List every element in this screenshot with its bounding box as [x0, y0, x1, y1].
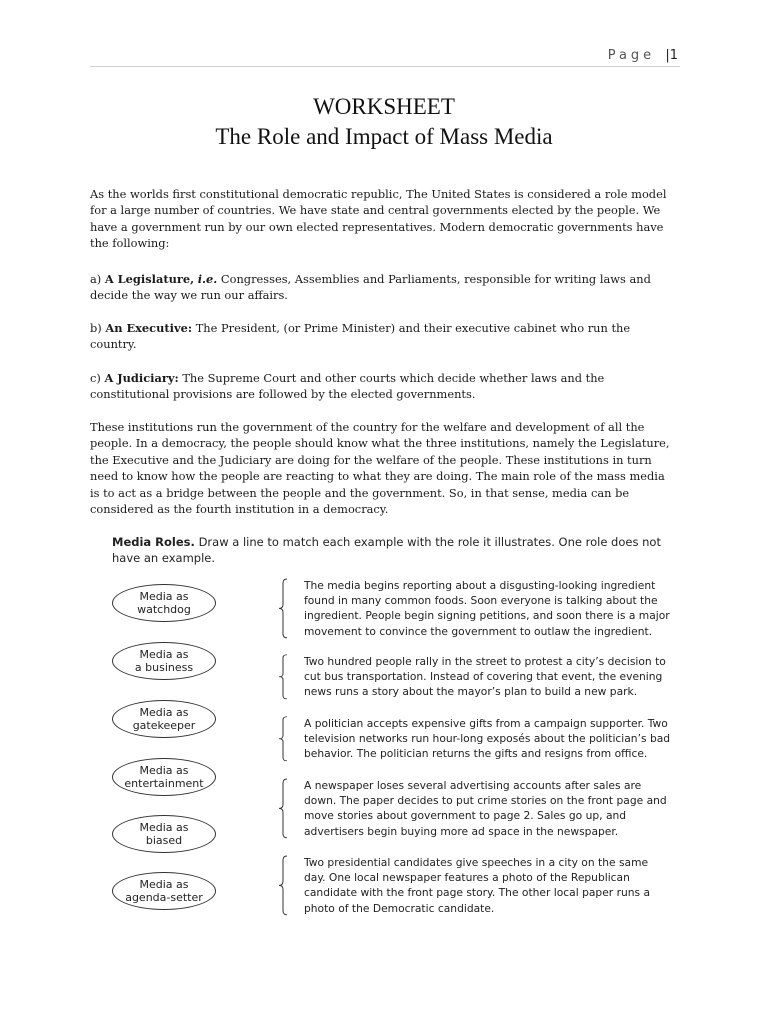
role-oval-watchdog[interactable] [112, 584, 216, 622]
role-oval-entertainment[interactable] [112, 758, 216, 796]
page-number: 1 [669, 48, 678, 63]
legislature-text: Congresses, Assemblies and Parliaments, responsible for writing laws and decide the way we run our affairs. [90, 272, 651, 303]
ie-abbrev: i.e. [197, 272, 218, 286]
example-text: Two presidential candidates give speeches in a city on the same day. One local newspaper features a photo of the Republican candidate with the front page story. The other local paper runs a photo of the Democratic candidate. [304, 856, 651, 915]
example-block[interactable] [292, 654, 672, 700]
role-label: Media as agenda-setter [125, 878, 203, 904]
role-oval-agenda-setter[interactable] [112, 872, 216, 910]
brace-icon [278, 855, 288, 916]
header-rule [90, 66, 680, 67]
activity-heading: Media Roles. [112, 535, 195, 549]
legislature-name: A Legislature, [104, 272, 195, 286]
role-oval-business[interactable] [112, 642, 216, 680]
executive-paragraph [90, 320, 675, 353]
role-label: Media as watchdog [137, 590, 191, 616]
role-label: Media as biased [139, 821, 189, 847]
example-text: Two hundred people rally in the street to protest a city’s decision to cut bus transportation. Instead of covering that event, the evening news runs a story about the mayor’s plan to build a new park. [304, 655, 666, 699]
brace-icon [278, 716, 288, 762]
role-label: Media as gatekeeper [132, 706, 196, 732]
example-block[interactable] [292, 778, 672, 839]
executive-prefix: b) [90, 321, 102, 335]
intro-paragraph: As the worlds first constitutional democratic republic, The United States is considered a role model for a large number of countries. We have state and central governments elected by the people. We have a government run by our own elected representatives. Modern democratic governments have the following: [90, 187, 667, 251]
judiciary-prefix: c) [90, 371, 101, 385]
legislature-paragraph [90, 271, 675, 304]
role-oval-gatekeeper[interactable] [112, 700, 216, 738]
role-label: Media as a business [134, 648, 194, 674]
page-label: Page [607, 48, 656, 63]
legislature-prefix: a) [90, 272, 102, 286]
executive-name: An Executive: [105, 321, 193, 335]
title-line-2: The Role and Impact of Mass Media [215, 124, 553, 149]
role-oval-biased[interactable] [112, 815, 216, 853]
judiciary-name: A Judiciary: [104, 371, 179, 385]
judiciary-text: The Supreme Court and other courts which decide whether laws and the constitutional provisions are followed by the elected governments. [90, 371, 605, 402]
title-line-1: WORKSHEET [313, 94, 455, 119]
page-separator: | [665, 48, 670, 63]
media-roles-instructions [112, 534, 672, 566]
example-text: A newspaper loses several advertising accounts after sales are down. The paper decides to put crime stories on the front page and move stories about government to page 2. Sales go up, and advertisers begin buying more ad space in the newspaper. [304, 779, 667, 838]
example-block[interactable] [292, 578, 672, 639]
judiciary-paragraph [90, 370, 675, 403]
page-header [608, 48, 678, 63]
brace-icon [278, 654, 288, 700]
page-title [0, 92, 768, 152]
activity-instruction: Draw a line to match each example with the role it illustrates. One role does not have an example. [112, 535, 661, 565]
executive-text: The President, (or Prime Minister) and their executive cabinet who run the country. [90, 321, 631, 352]
example-text: A politician accepts expensive gifts from a campaign supporter. Two television networks run hour-long exposés about the politician’s bad behavior. The politician returns the gifts and resigns from office. [304, 717, 671, 761]
example-text: The media begins reporting about a disgusting-looking ingredient found in many common foods. Soon everyone is talking about the ingredient. People begin signing petitions, and soon there is a major movement to convince the government to outlaw the ingredient. [304, 579, 670, 638]
example-block[interactable] [292, 855, 672, 916]
brace-icon [278, 578, 288, 639]
brace-icon [278, 778, 288, 839]
closing-paragraph: These institutions run the government of the country for the welfare and development of all the people. In a democracy, the people should know what the three institutions, namely the Legislature, the Executive and the Judiciary are doing for the welfare of the people. These institutions in turn need to know how the people are reacting to what they are doing. The main role of the mass media is to act as a bridge between the people and the government. So, in that sense, media can be considered as the fourth institution in a democracy. [90, 420, 670, 517]
role-label: Media as entertainment [124, 764, 204, 790]
example-block[interactable] [292, 716, 672, 762]
